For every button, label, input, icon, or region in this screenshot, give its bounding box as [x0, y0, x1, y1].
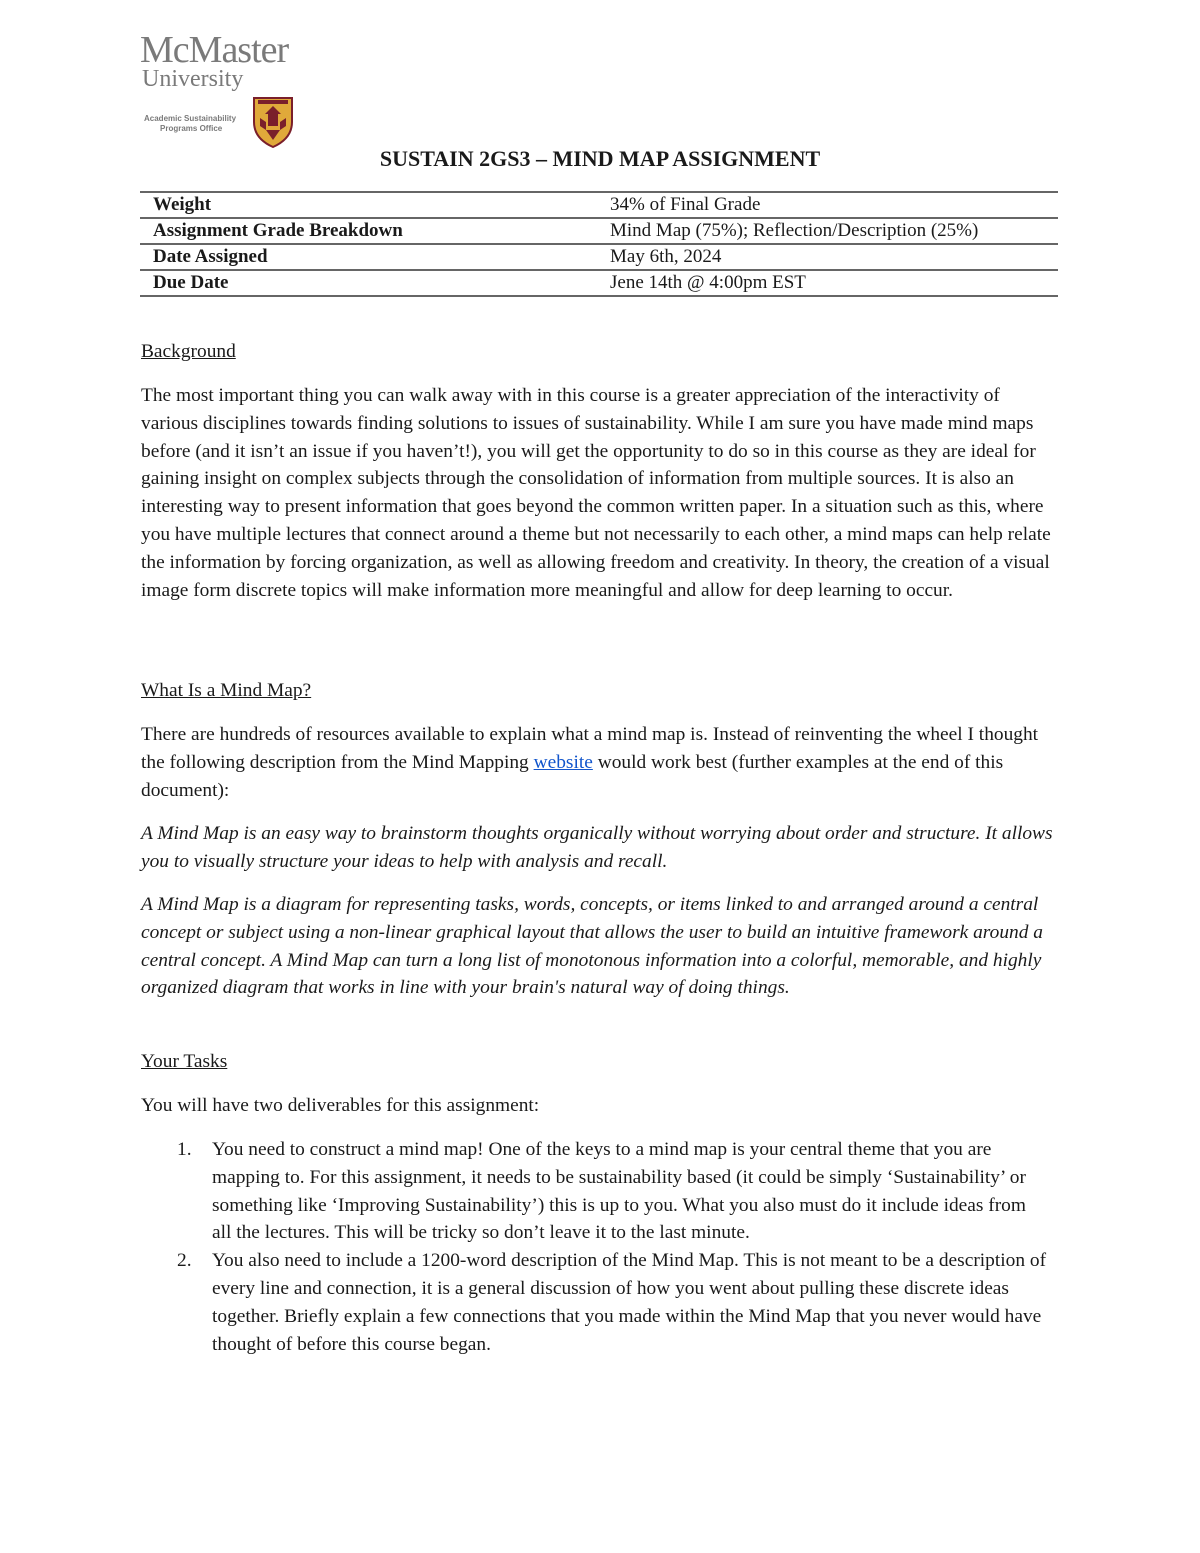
mcmaster-logo [140, 29, 300, 133]
list-item [141, 1247, 1047, 1358]
university-crest-icon [252, 96, 294, 148]
list-item [141, 1136, 1047, 1247]
intro-text-before-link: There are hundreds of resources available to explain what a mind map is. Instead of reinventing the wheel I thought the following description from the Mind Mapping [141, 724, 1039, 773]
tasks-list-block [141, 1136, 1047, 1358]
background-paragraph: The most important thing you can walk away with in this course is a greater appreciation of the interactivity of various disciplines towards finding solutions to issues of sustainability. While I am sure you have made mind maps before (and it isn’t an issue if you haven’t!), you will get the opportunity to do so in this course as they are ideal for gaining insight on complex subjects through the consolidation of information from multiple sources. It is also an interesting way to present information that goes beyond the common written paper. In a situation such as this, where you have multiple lectures that connect around a theme but not necessarily to each other, a mind maps can help relate the information by forcing organization, as well as allowing freedom and creativity. In theory, the creation of a visual image form discrete topics will make information more meaningful and allow for deep learning to occur. [141, 385, 1051, 601]
info-value: May 6th, 2024 [610, 246, 722, 267]
info-row-due-date [140, 271, 1058, 297]
intro-text-after-link: would work best (further examples at the end of this document): [141, 751, 1004, 801]
logo-office-line2: Programs Office [160, 124, 223, 133]
mind-map-quote-2: A Mind Map is a diagram for representing tasks, words, concepts, or items linked to and arranged around a central concept or subject using a non-linear graphical layout that allows the user to build an intuitive framework around a central concept. A Mind Map can turn a long list of monotonous information into a colorful, memorable, and highly organized diagram that works in line with your brain's natural way of doing things. [141, 894, 1043, 999]
logo-name-line1: McMaster [140, 29, 289, 71]
info-row-date-assigned [140, 245, 1058, 271]
list-item-text: You also need to include a 1200-word description of the Mind Map. This is not meant to be a description of every line and connection, it is a general discussion of how you went about pulling these discrete ideas together. Briefly explain a few connections that you made within the Mind Map that you never would have thought of before this course began. [212, 1250, 1047, 1355]
assignment-info-table [140, 191, 1058, 297]
quote-block-1 [141, 820, 1061, 876]
what-is-heading-block [141, 677, 1061, 705]
quote-block-2 [141, 891, 1061, 1002]
what-is-intro-paragraph [141, 721, 1061, 804]
list-item-number: 1. [177, 1139, 192, 1160]
logo-office-line1: Academic Sustainability [144, 114, 237, 123]
info-row-weight [140, 193, 1058, 219]
info-row-grade-breakdown [140, 219, 1058, 245]
website-link[interactable]: website [533, 751, 593, 773]
page-title: SUSTAIN 2GS3 – MIND MAP ASSIGNMENT [379, 146, 821, 171]
section-heading-what-is: What Is a Mind Map? [141, 680, 312, 701]
info-label: Date Assigned [153, 246, 268, 267]
tasks-heading-block [141, 1048, 1061, 1076]
mind-map-quote-1: A Mind Map is an easy way to brainstorm thoughts organically without worrying about order and structure. It allows you to visually structure your ideas to help with analysis and recall. [141, 823, 1053, 872]
info-label: Assignment Grade Breakdown [153, 220, 403, 241]
background-heading-block [141, 338, 1061, 366]
list-item-number: 2. [177, 1250, 192, 1272]
tasks-intro-block [141, 1092, 1061, 1120]
info-label: Weight [153, 194, 212, 215]
list-item-text: You need to construct a mind map! One of the keys to a mind map is your central theme that you are mapping to. For this assignment, it needs to be sustainability based (it could be simply ‘Sustainability’ or something like ‘Improving Sustainability’) this is up to you. What you also must do it include ideas from all the lectures. This will be tricky so don’t leave it to the last minute. [212, 1139, 1026, 1244]
what-is-intro-block [141, 721, 1061, 804]
info-label: Due Date [153, 272, 229, 293]
tasks-list [141, 1136, 1047, 1358]
info-value: Mind Map (75%); Reflection/Description (25%) [610, 220, 979, 241]
info-value: 34% of Final Grade [610, 194, 761, 215]
background-section [141, 382, 1061, 604]
tasks-intro: You will have two deliverables for this assignment: [141, 1095, 540, 1116]
section-heading-background: Background [141, 341, 236, 362]
logo-name-line2: University [142, 66, 244, 92]
info-value: Jene 14th @ 4:00pm EST [610, 272, 806, 293]
section-heading-tasks: Your Tasks [141, 1051, 228, 1072]
